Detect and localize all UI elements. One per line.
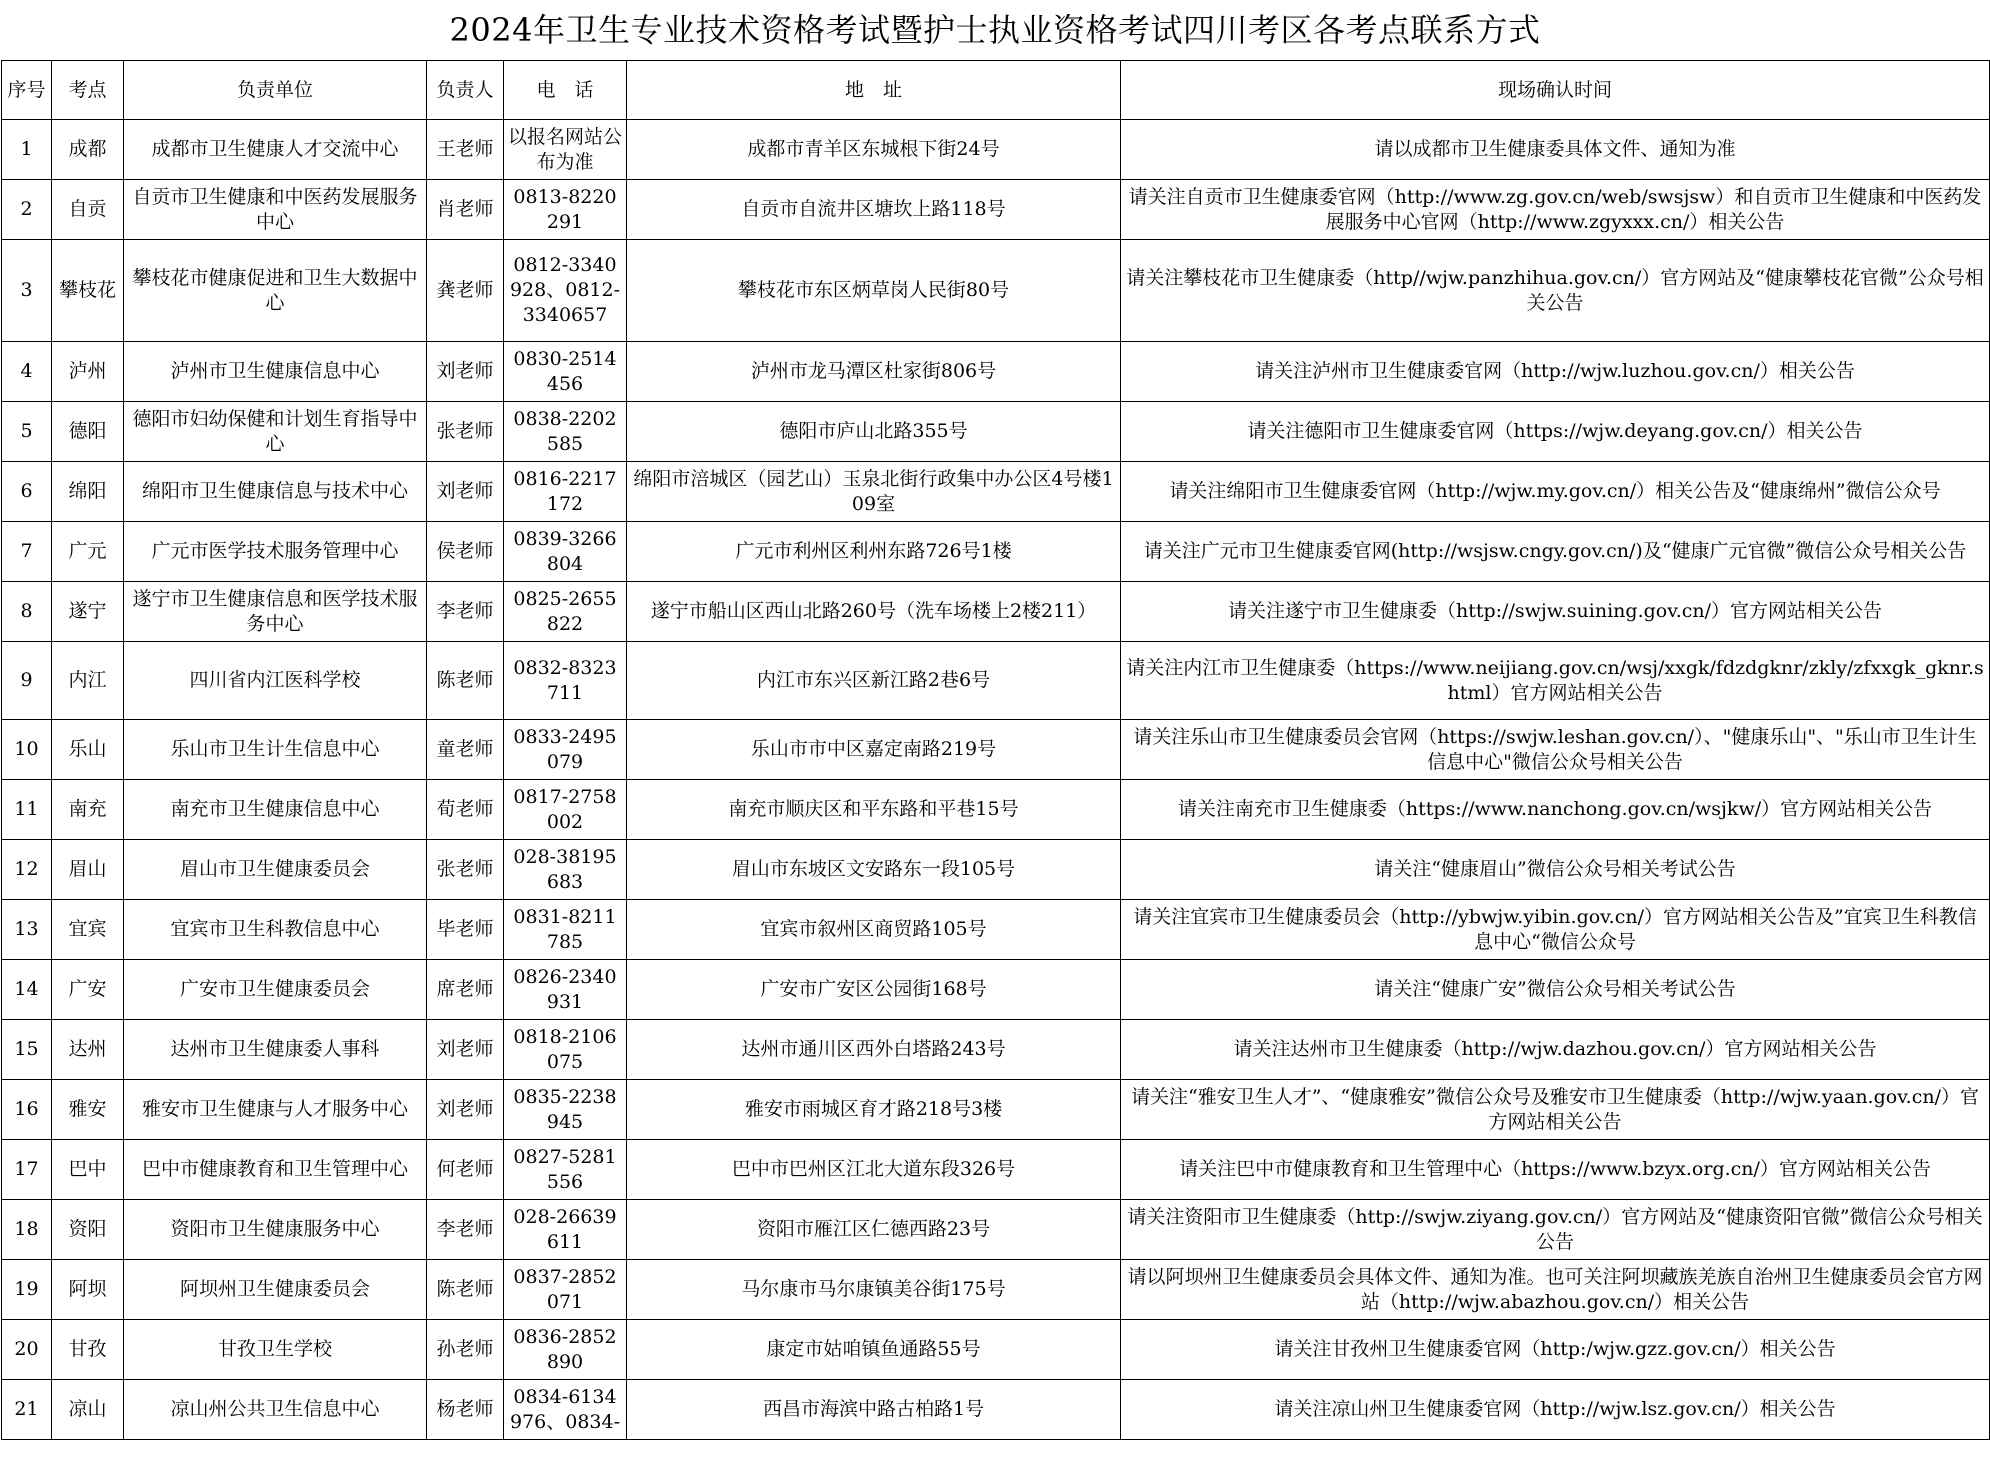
cell-site: 甘孜 bbox=[52, 1320, 124, 1380]
cell-no: 1 bbox=[2, 120, 52, 180]
cell-unit: 四川省内江医科学校 bbox=[124, 642, 427, 720]
cell-unit: 巴中市健康教育和卫生管理中心 bbox=[124, 1140, 427, 1200]
cell-person: 孙老师 bbox=[427, 1320, 504, 1380]
cell-phone: 以报名网站公布为准 bbox=[504, 120, 627, 180]
cell-unit: 自贡市卫生健康和中医药发展服务中心 bbox=[124, 180, 427, 240]
header-phone: 电 话 bbox=[504, 61, 627, 120]
cell-site: 泸州 bbox=[52, 342, 124, 402]
cell-unit: 广元市医学技术服务管理中心 bbox=[124, 522, 427, 582]
header-row bbox=[2, 61, 1990, 120]
cell-no: 20 bbox=[2, 1320, 52, 1380]
cell-unit: 成都市卫生健康人才交流中心 bbox=[124, 120, 427, 180]
cell-unit: 甘孜卫生学校 bbox=[124, 1320, 427, 1380]
cell-address: 广元市利州区利州东路726号1楼 bbox=[627, 522, 1121, 582]
contact-table bbox=[1, 60, 1990, 1440]
cell-no: 9 bbox=[2, 642, 52, 720]
cell-person: 张老师 bbox=[427, 840, 504, 900]
cell-site: 资阳 bbox=[52, 1200, 124, 1260]
cell-no: 16 bbox=[2, 1080, 52, 1140]
header-site: 考点 bbox=[52, 61, 124, 120]
cell-confirm-time: 请关注绵阳市卫生健康委官网（http://wjw.my.gov.cn/）相关公告及“健康绵州”微信公众号 bbox=[1121, 462, 1990, 522]
cell-address: 内江市东兴区新江路2巷6号 bbox=[627, 642, 1121, 720]
cell-confirm-time: 请关注遂宁市卫生健康委（http://swjw.suining.gov.cn/）官方网站相关公告 bbox=[1121, 582, 1990, 642]
cell-site: 宜宾 bbox=[52, 900, 124, 960]
table-row bbox=[2, 1320, 1990, 1380]
cell-site: 达州 bbox=[52, 1020, 124, 1080]
cell-phone: 0832-8323711 bbox=[504, 642, 627, 720]
table-row bbox=[2, 720, 1990, 780]
cell-unit: 雅安市卫生健康与人才服务中心 bbox=[124, 1080, 427, 1140]
cell-address: 资阳市雁江区仁德西路23号 bbox=[627, 1200, 1121, 1260]
cell-person: 王老师 bbox=[427, 120, 504, 180]
cell-site: 绵阳 bbox=[52, 462, 124, 522]
cell-no: 11 bbox=[2, 780, 52, 840]
table-row bbox=[2, 1140, 1990, 1200]
cell-confirm-time: 请关注攀枝花市卫生健康委（http//wjw.panzhihua.gov.cn/）官方网站及“健康攀枝花官微”公众号相关公告 bbox=[1121, 240, 1990, 342]
cell-unit: 资阳市卫生健康服务中心 bbox=[124, 1200, 427, 1260]
cell-phone: 0813-8220291 bbox=[504, 180, 627, 240]
cell-person: 李老师 bbox=[427, 1200, 504, 1260]
cell-address: 绵阳市涪城区（园艺山）玉泉北街行政集中办公区4号楼109室 bbox=[627, 462, 1121, 522]
cell-address: 宜宾市叙州区商贸路105号 bbox=[627, 900, 1121, 960]
cell-person: 陈老师 bbox=[427, 1260, 504, 1320]
cell-no: 10 bbox=[2, 720, 52, 780]
cell-phone: 0830-2514456 bbox=[504, 342, 627, 402]
cell-site: 凉山 bbox=[52, 1380, 124, 1440]
cell-confirm-time: 请以阿坝州卫生健康委员会具体文件、通知为准。也可关注阿坝藏族羌族自治州卫生健康委员会官方网站（http://wjw.abazhou.gov.cn/）相关公告 bbox=[1121, 1260, 1990, 1320]
cell-no: 15 bbox=[2, 1020, 52, 1080]
cell-person: 杨老师 bbox=[427, 1380, 504, 1440]
cell-phone: 0825-2655822 bbox=[504, 582, 627, 642]
table-row bbox=[2, 402, 1990, 462]
cell-confirm-time: 请关注广元市卫生健康委官网(http://wsjsw.cngy.gov.cn/)及“健康广元官微”微信公众号相关公告 bbox=[1121, 522, 1990, 582]
cell-no: 5 bbox=[2, 402, 52, 462]
table-row bbox=[2, 342, 1990, 402]
cell-person: 刘老师 bbox=[427, 462, 504, 522]
table-row bbox=[2, 1200, 1990, 1260]
cell-confirm-time: 请关注凉山州卫生健康委官网（http://wjw.lsz.gov.cn/）相关公告 bbox=[1121, 1380, 1990, 1440]
cell-confirm-time: 请关注内江市卫生健康委（https://www.neijiang.gov.cn/wsj/xxgk/fdzdgknr/zkly/zfxxgk_gknr.shtml）官方网站相关公告 bbox=[1121, 642, 1990, 720]
cell-address: 马尔康市马尔康镇美谷街175号 bbox=[627, 1260, 1121, 1320]
cell-phone: 028-38195683 bbox=[504, 840, 627, 900]
cell-phone: 0837-2852071 bbox=[504, 1260, 627, 1320]
cell-unit: 绵阳市卫生健康信息与技术中心 bbox=[124, 462, 427, 522]
cell-phone: 0838-2202585 bbox=[504, 402, 627, 462]
cell-no: 21 bbox=[2, 1380, 52, 1440]
cell-unit: 攀枝花市健康促进和卫生大数据中心 bbox=[124, 240, 427, 342]
header-person: 负责人 bbox=[427, 61, 504, 120]
cell-site: 自贡 bbox=[52, 180, 124, 240]
cell-confirm-time: 请关注“雅安卫生人才”、“健康雅安”微信公众号及雅安市卫生健康委（http://wjw.yaan.gov.cn/）官方网站相关公告 bbox=[1121, 1080, 1990, 1140]
cell-address: 达州市通川区西外白塔路243号 bbox=[627, 1020, 1121, 1080]
cell-unit: 宜宾市卫生科教信息中心 bbox=[124, 900, 427, 960]
cell-site: 阿坝 bbox=[52, 1260, 124, 1320]
cell-address: 南充市顺庆区和平东路和平巷15号 bbox=[627, 780, 1121, 840]
cell-confirm-time: 请以成都市卫生健康委具体文件、通知为准 bbox=[1121, 120, 1990, 180]
cell-phone: 0826-2340931 bbox=[504, 960, 627, 1020]
cell-no: 17 bbox=[2, 1140, 52, 1200]
cell-phone: 0817-2758002 bbox=[504, 780, 627, 840]
cell-address: 成都市青羊区东城根下街24号 bbox=[627, 120, 1121, 180]
cell-unit: 阿坝州卫生健康委员会 bbox=[124, 1260, 427, 1320]
table-row bbox=[2, 240, 1990, 342]
cell-site: 广安 bbox=[52, 960, 124, 1020]
table-row bbox=[2, 522, 1990, 582]
cell-phone: 0835-2238945 bbox=[504, 1080, 627, 1140]
cell-person: 毕老师 bbox=[427, 900, 504, 960]
cell-unit: 凉山州公共卫生信息中心 bbox=[124, 1380, 427, 1440]
cell-person: 龚老师 bbox=[427, 240, 504, 342]
table-row bbox=[2, 1020, 1990, 1080]
header-unit: 负责单位 bbox=[124, 61, 427, 120]
cell-site: 眉山 bbox=[52, 840, 124, 900]
cell-phone: 028-26639611 bbox=[504, 1200, 627, 1260]
cell-address: 巴中市巴州区江北大道东段326号 bbox=[627, 1140, 1121, 1200]
cell-confirm-time: 请关注“健康眉山”微信公众号相关考试公告 bbox=[1121, 840, 1990, 900]
cell-person: 李老师 bbox=[427, 582, 504, 642]
cell-person: 何老师 bbox=[427, 1140, 504, 1200]
cell-no: 18 bbox=[2, 1200, 52, 1260]
cell-person: 张老师 bbox=[427, 402, 504, 462]
cell-phone: 0839-3266804 bbox=[504, 522, 627, 582]
cell-unit: 南充市卫生健康信息中心 bbox=[124, 780, 427, 840]
cell-confirm-time: 请关注宜宾市卫生健康委员会（http://ybwjw.yibin.gov.cn/）官方网站相关公告及”宜宾卫生科教信息中心“微信公众号 bbox=[1121, 900, 1990, 960]
cell-phone: 0827-5281556 bbox=[504, 1140, 627, 1200]
header-address: 地 址 bbox=[627, 61, 1121, 120]
cell-confirm-time: 请关注达州市卫生健康委（http://wjw.dazhou.gov.cn/）官方网站相关公告 bbox=[1121, 1020, 1990, 1080]
cell-person: 席老师 bbox=[427, 960, 504, 1020]
cell-unit: 眉山市卫生健康委员会 bbox=[124, 840, 427, 900]
cell-site: 雅安 bbox=[52, 1080, 124, 1140]
cell-person: 刘老师 bbox=[427, 1080, 504, 1140]
cell-no: 4 bbox=[2, 342, 52, 402]
cell-person: 刘老师 bbox=[427, 1020, 504, 1080]
cell-no: 7 bbox=[2, 522, 52, 582]
cell-site: 遂宁 bbox=[52, 582, 124, 642]
cell-confirm-time: 请关注德阳市卫生健康委官网（https://wjw.deyang.gov.cn/）相关公告 bbox=[1121, 402, 1990, 462]
table-row bbox=[2, 960, 1990, 1020]
header-confirm-time: 现场确认时间 bbox=[1121, 61, 1990, 120]
table-row bbox=[2, 462, 1990, 522]
cell-no: 14 bbox=[2, 960, 52, 1020]
cell-no: 8 bbox=[2, 582, 52, 642]
table-row bbox=[2, 120, 1990, 180]
cell-site: 广元 bbox=[52, 522, 124, 582]
cell-site: 内江 bbox=[52, 642, 124, 720]
table-row bbox=[2, 780, 1990, 840]
cell-phone: 0816-2217172 bbox=[504, 462, 627, 522]
cell-address: 雅安市雨城区育才路218号3楼 bbox=[627, 1080, 1121, 1140]
cell-site: 攀枝花 bbox=[52, 240, 124, 342]
table-row bbox=[2, 1380, 1990, 1440]
cell-no: 6 bbox=[2, 462, 52, 522]
cell-unit: 达州市卫生健康委人事科 bbox=[124, 1020, 427, 1080]
cell-unit: 遂宁市卫生健康信息和医学技术服务中心 bbox=[124, 582, 427, 642]
table-row bbox=[2, 840, 1990, 900]
cell-person: 荀老师 bbox=[427, 780, 504, 840]
table-row bbox=[2, 180, 1990, 240]
cell-person: 肖老师 bbox=[427, 180, 504, 240]
cell-no: 2 bbox=[2, 180, 52, 240]
table-row bbox=[2, 642, 1990, 720]
table-row bbox=[2, 1080, 1990, 1140]
cell-address: 遂宁市船山区西山北路260号（洗车场楼上2楼211） bbox=[627, 582, 1121, 642]
cell-address: 自贡市自流井区塘坎上路118号 bbox=[627, 180, 1121, 240]
cell-confirm-time: 请关注巴中市健康教育和卫生管理中心（https://www.bzyx.org.cn/）官方网站相关公告 bbox=[1121, 1140, 1990, 1200]
cell-address: 眉山市东坡区文安路东一段105号 bbox=[627, 840, 1121, 900]
cell-unit: 乐山市卫生计生信息中心 bbox=[124, 720, 427, 780]
cell-address: 乐山市市中区嘉定南路219号 bbox=[627, 720, 1121, 780]
table-row bbox=[2, 1260, 1990, 1320]
table-row bbox=[2, 582, 1990, 642]
cell-address: 康定市姑咱镇鱼通路55号 bbox=[627, 1320, 1121, 1380]
cell-address: 攀枝花市东区炳草岗人民街80号 bbox=[627, 240, 1121, 342]
cell-no: 12 bbox=[2, 840, 52, 900]
cell-phone: 0818-2106075 bbox=[504, 1020, 627, 1080]
cell-confirm-time: 请关注乐山市卫生健康委员会官网（https://swjw.leshan.gov.cn/）、"健康乐山"、"乐山市卫生计生信息中心"微信公众号相关公告 bbox=[1121, 720, 1990, 780]
cell-confirm-time: 请关注自贡市卫生健康委官网（http://www.zg.gov.cn/web/swsjsw）和自贡市卫生健康和中医药发展服务中心官网（http://www.zgyxxx.cn/）相关公告 bbox=[1121, 180, 1990, 240]
cell-address: 西昌市海滨中路古柏路1号 bbox=[627, 1380, 1121, 1440]
cell-unit: 德阳市妇幼保健和计划生育指导中心 bbox=[124, 402, 427, 462]
cell-site: 成都 bbox=[52, 120, 124, 180]
table-row bbox=[2, 900, 1990, 960]
cell-unit: 泸州市卫生健康信息中心 bbox=[124, 342, 427, 402]
page-title: 2024年卫生专业技术资格考试暨护士执业资格考试四川考区各考点联系方式 bbox=[449, 11, 1541, 49]
cell-confirm-time: 请关注南充市卫生健康委（https://www.nanchong.gov.cn/wsjkw/）官方网站相关公告 bbox=[1121, 780, 1990, 840]
cell-address: 广安市广安区公园街168号 bbox=[627, 960, 1121, 1020]
cell-phone: 0834-6134976、0834- bbox=[504, 1380, 627, 1440]
cell-site: 德阳 bbox=[52, 402, 124, 462]
cell-confirm-time: 请关注资阳市卫生健康委（http://swjw.ziyang.gov.cn/）官方网站及“健康资阳官微”微信公众号相关公告 bbox=[1121, 1200, 1990, 1260]
cell-phone: 0831-8211785 bbox=[504, 900, 627, 960]
cell-person: 刘老师 bbox=[427, 342, 504, 402]
cell-confirm-time: 请关注“健康广安”微信公众号相关考试公告 bbox=[1121, 960, 1990, 1020]
cell-site: 乐山 bbox=[52, 720, 124, 780]
cell-person: 侯老师 bbox=[427, 522, 504, 582]
cell-address: 泸州市龙马潭区杜家街806号 bbox=[627, 342, 1121, 402]
cell-site: 南充 bbox=[52, 780, 124, 840]
cell-no: 19 bbox=[2, 1260, 52, 1320]
header-no: 序号 bbox=[2, 61, 52, 120]
cell-confirm-time: 请关注泸州市卫生健康委官网（http://wjw.luzhou.gov.cn/）相关公告 bbox=[1121, 342, 1990, 402]
cell-person: 陈老师 bbox=[427, 642, 504, 720]
cell-unit: 广安市卫生健康委员会 bbox=[124, 960, 427, 1020]
cell-phone: 0836-2852890 bbox=[504, 1320, 627, 1380]
cell-no: 13 bbox=[2, 900, 52, 960]
cell-phone: 0833-2495079 bbox=[504, 720, 627, 780]
cell-person: 童老师 bbox=[427, 720, 504, 780]
cell-no: 3 bbox=[2, 240, 52, 342]
cell-site: 巴中 bbox=[52, 1140, 124, 1200]
cell-address: 德阳市庐山北路355号 bbox=[627, 402, 1121, 462]
cell-confirm-time: 请关注甘孜州卫生健康委官网（http:/wjw.gzz.gov.cn/）相关公告 bbox=[1121, 1320, 1990, 1380]
cell-phone: 0812-3340928、0812-3340657 bbox=[504, 240, 627, 342]
